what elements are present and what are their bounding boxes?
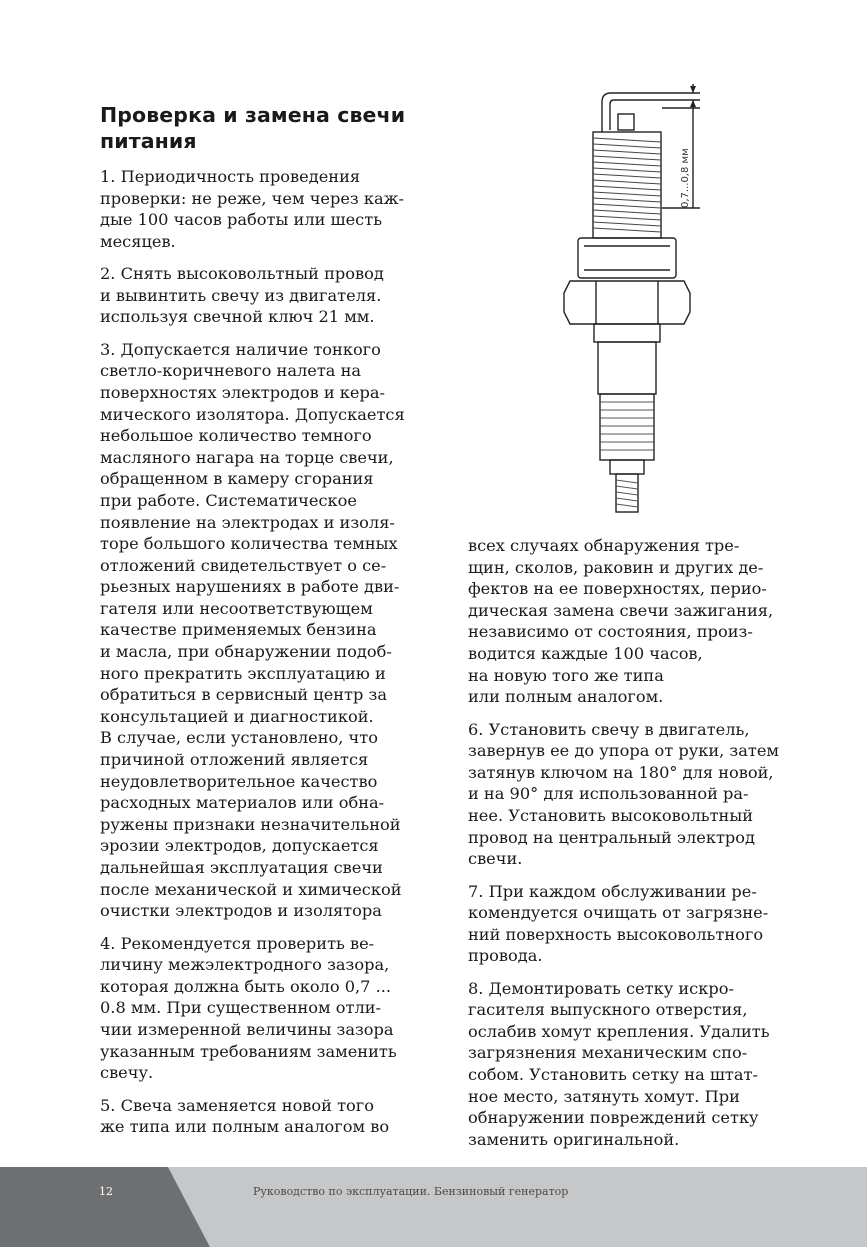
paragraph-1: 1. Периодичность проведения проверки: не реже, чем через каж- дые 100 часов работы или шесть месяцев. — [100, 167, 405, 251]
spark-plug-figure — [560, 80, 710, 520]
left-column — [100, 102, 440, 1149]
footer-light-band — [168, 1167, 867, 1247]
page-number: 12 — [99, 1185, 113, 1198]
paragraph-3: 3. Допускается наличие тонкого светло-коричневого налета на поверхностях электродов и кера- мического изолятора. Допускается небольшое количество темного масляного нагара на торце свечи, обращенном в камеру сгорания при работе. Систематическое появление на электродах и изоля- торе большого количества темных отложений свидетельствует о се- рьезных нарушениях в работе дви- гателя или несоответствующем качестве применяемых бензина и масла, при обнаружении подоб- ного прекратить эксплуатацию и обратиться в сервисный центр за консультацией и диагностикой. В случае, если установлено, что причиной отложений является неудовлетворительное качество расходных материалов или обна- ружены признаки незначительной эрозии электродов, допускается дальнейшая эксплуатация свечи после механической и химической очистки электродов и изолятора — [100, 339, 405, 921]
section-title: Проверка и замена свечи питания — [100, 103, 406, 153]
paragraph-6: 6. Установить свечу в двигатель, завернув ее до упора от руки, затем затянув ключом на 180° для новой, и на 90° для использованной ра- нее. Установить высоковольтный провод на центральный электрод свечи. — [468, 719, 780, 869]
right-column — [468, 535, 808, 1161]
footer-manual-title: Руководство по эксплуатации. Бензиновый генератор — [253, 1185, 569, 1198]
paragraph-5-start: 5. Свеча заменяется новой того же типа или полным аналогом во — [100, 1095, 390, 1137]
paragraph-5-end: всех случаях обнаружения тре- щин, сколов, раковин и других де- фектов на ее поверхностях, перио- дическая замена свечи зажигания, независимо от состояния, произ- водится каждые 100 часов, на новую того же типа или полным аналогом. — [468, 536, 774, 707]
spark-plug-icon — [560, 80, 710, 520]
gap-dimension-label: 0,7...0,8 мм — [680, 148, 691, 208]
paragraph-2: 2. Снять высоковольтный провод и вывинтить свечу из двигателя. используя свечной ключ 21 мм. — [100, 264, 384, 327]
page-footer — [0, 1167, 867, 1247]
paragraph-7: 7. При каждом обслуживании ре- комендуется очищать от загрязне- ний поверхность высоковольтного провода. — [468, 881, 769, 966]
paragraph-8: 8. Демонтировать сетку искро- гасителя выпускного отверстия, ослабив хомут крепления. Удалить загрязнения механическим спо- собом. Установить сетку на штат- ное место, затянуть хомут. При обнаружении повреждений сетку заменить оригинальной. — [468, 978, 770, 1149]
paragraph-4: 4. Рекомендуется проверить ве- личину межэлектродного зазора, которая должна быть около 0,7 ... 0.8 мм. При существенном отли- чии измеренной величины зазора указанным требованиям заменить свечу. — [100, 933, 397, 1083]
